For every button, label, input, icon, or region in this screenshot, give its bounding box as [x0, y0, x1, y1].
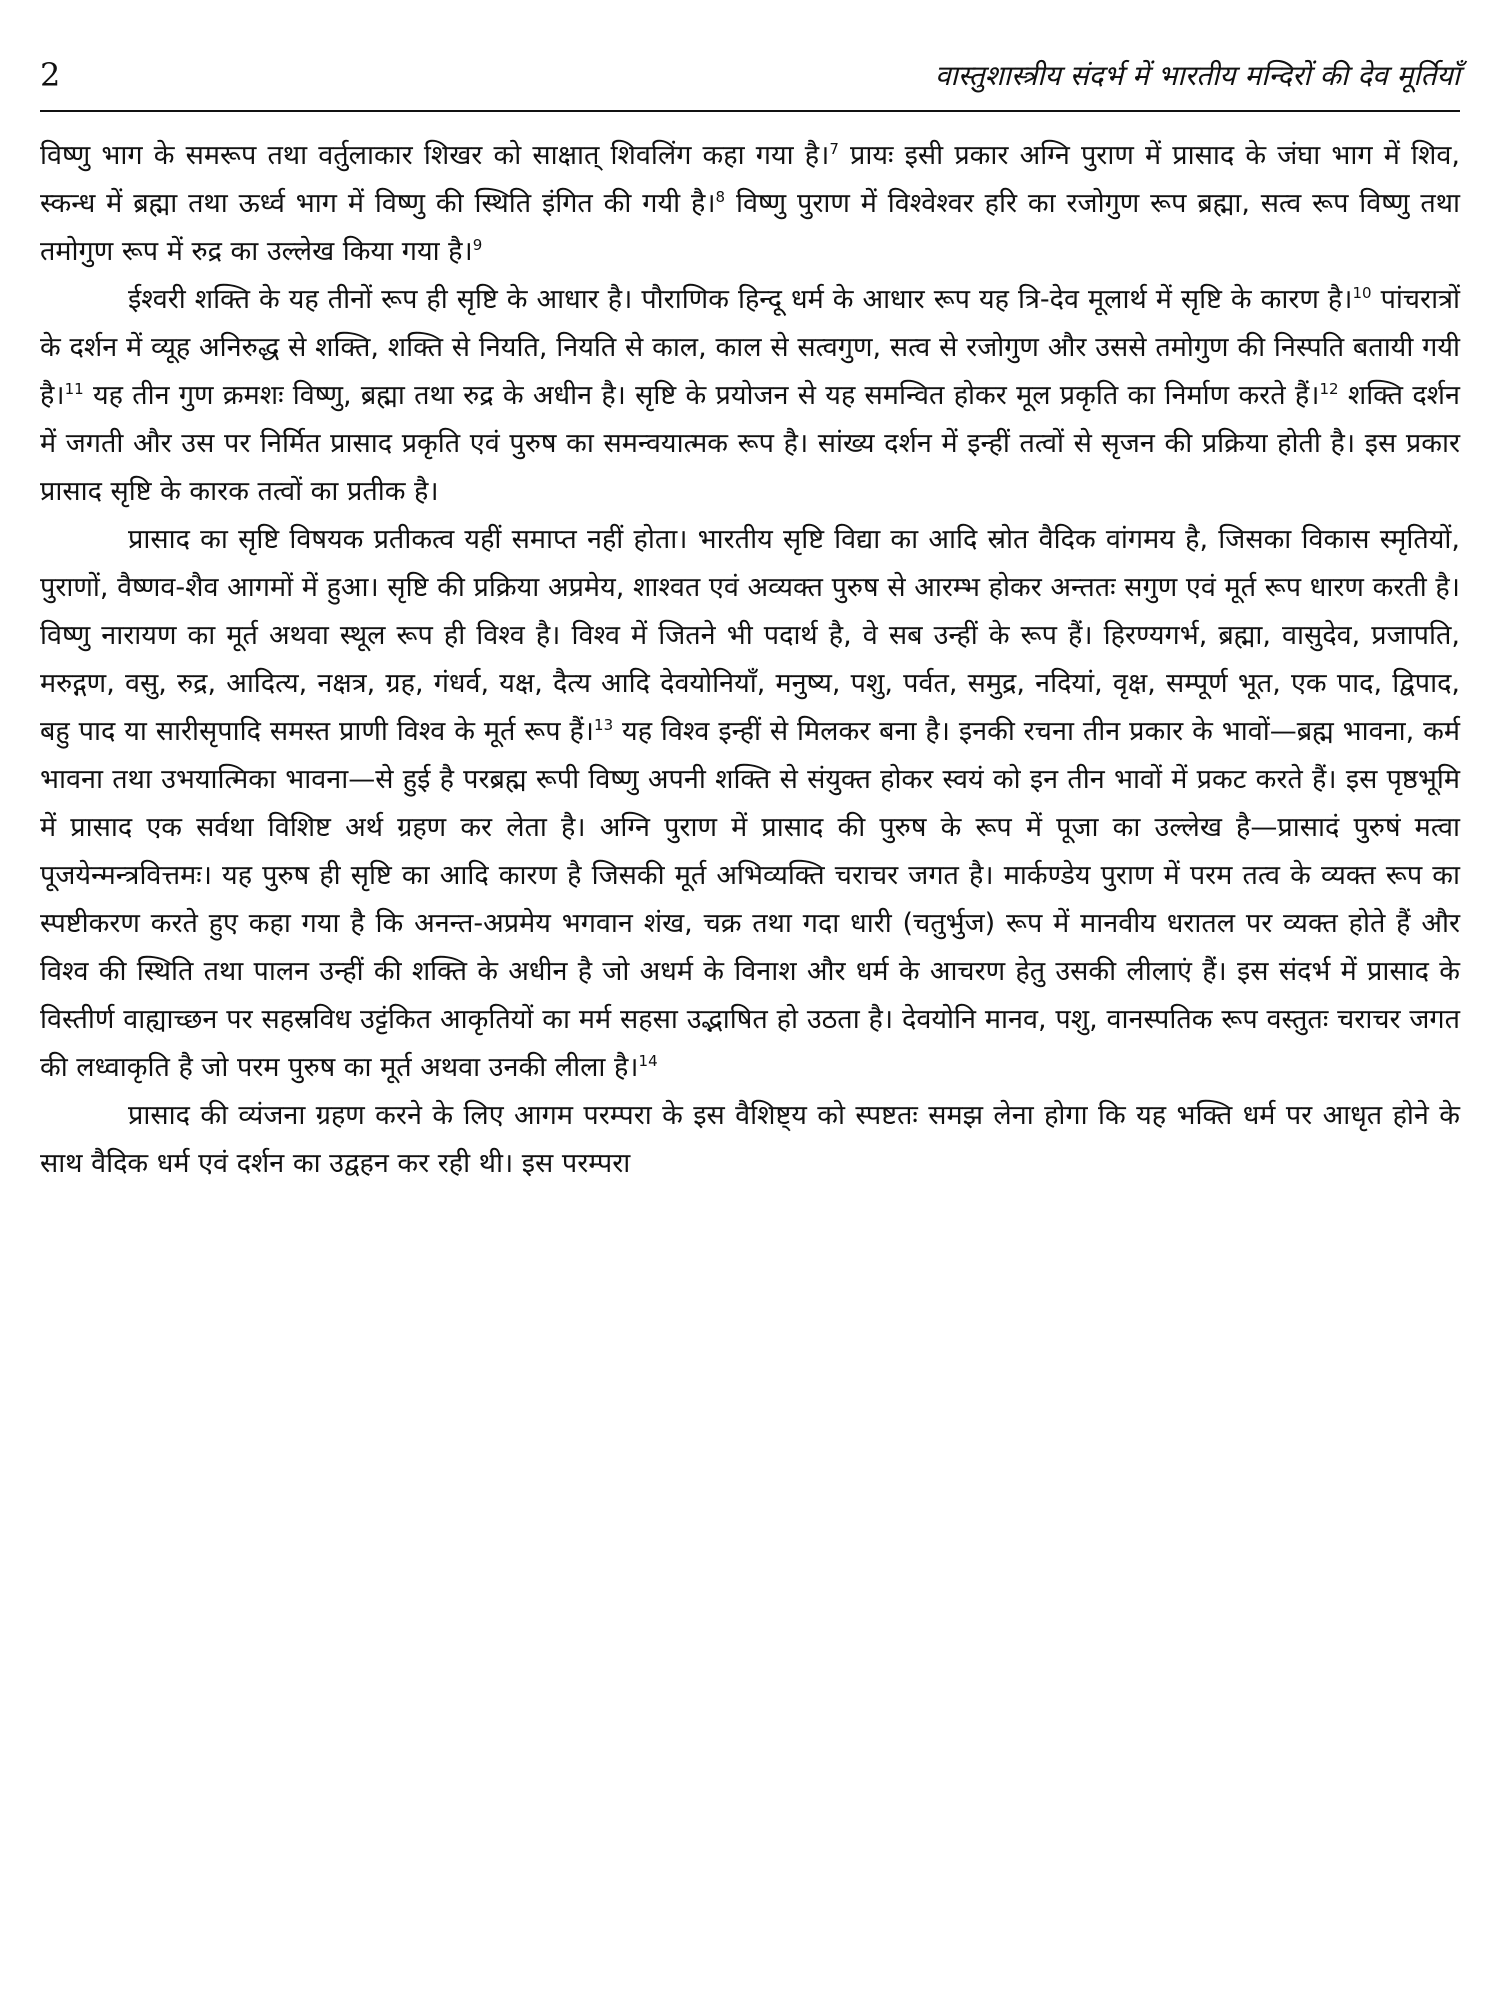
paragraph-text: प्रायः इसी प्रकार अग्नि पुराण में प्रासाद के जंघा भाग में शिव, स्कन्ध में ब्रह्मा तथा ऊर्ध्व भाग में विष्णु की स्थिति इंगित की गयी है।: [40, 140, 1460, 219]
footnote-marker: 7: [829, 140, 839, 158]
paragraph-text: प्रासाद का सृष्टि विषयक प्रतीकत्व यहीं समाप्त नहीं होता। भारतीय सृष्टि विद्या का आदि स्रोत वैदिक वांगमय है, जिसका विकास स्मृतियों, पुराणों, वैष्णव-शैव आगमों में हुआ। सृष्टि की प्रक्रिया अप्रमेय, शाश्वत एवं अव्यक्त पुरुष से आरम्भ होकर अन्ततः सगुण एवं मूर्त रूप धारण करती है। विष्णु नारायण का मूर्त अथवा स्थूल रूप ही विश्व है। विश्व में जितने भी पदार्थ है, वे सब उन्हीं के रूप हैं। हिरण्यगर्भ, ब्रह्मा, वासुदेव, प्रजापति, मरुद्गण, वसु, रुद्र, आदित्य, नक्षत्र, ग्रह, गंधर्व, यक्ष, दैत्य आदि देवयोनियाँ, मनुष्य, पशु, पर्वत, समुद्र, नदियां, वृक्ष, सम्पूर्ण भूत, एक पाद, द्विपाद, बहु पाद या सारीसृपादि समस्त प्राणी विश्व के मूर्त रूप हैं।: [40, 524, 1460, 747]
footnote-marker: 11: [64, 380, 84, 398]
paragraph-text: शक्ति दर्शन में जगती और उस पर निर्मित प्रासाद प्रकृति एवं पुरुष का समन्वयात्मक रूप है। सांख्य दर्शन में इन्हीं तत्वों से सृजन की प्रक्रिया होती है। इस प्रकार प्रासाद सृष्टि के कारक तत्वों का प्रतीक है।: [40, 380, 1460, 507]
running-title: वास्तुशास्त्रीय संदर्भ में भारतीय मन्दिरों की देव मूर्तियाँ: [934, 59, 1460, 92]
paragraph-text: विष्णु भाग के समरूप तथा वर्तुलाकार शिखर को साक्षात् शिवलिंग कहा गया है।: [40, 140, 830, 171]
footnote-marker: 12: [1319, 380, 1339, 398]
paragraph: [40, 1092, 1460, 1188]
footnote-marker: 14: [638, 1052, 658, 1070]
paragraph-text: यह तीन गुण क्रमशः विष्णु, ब्रह्मा तथा रुद्र के अधीन है। सृष्टि के प्रयोजन से यह समन्वित होकर मूल प्रकृति का निर्माण करते हैं।: [83, 380, 1320, 411]
footnote-marker: 9: [472, 236, 483, 254]
footnote-marker: 10: [1352, 284, 1372, 302]
book-page: [40, 50, 1460, 1970]
paragraph: [40, 276, 1460, 516]
paragraph: [40, 516, 1460, 1092]
running-header: [40, 50, 1460, 112]
footnote-marker: 8: [715, 188, 726, 206]
paragraph-text: यह विश्व इन्हीं से मिलकर बना है। इनकी रचना तीन प्रकार के भावों—ब्रह्म भावना, कर्म भावना तथा उभयात्मिका भावना—से हुई है परब्रह्म रूपी विष्णु अपनी शक्ति से संयुक्त होकर स्वयं को इन तीन भावों में प्रकट करते हैं। इस पृष्ठभूमि में प्रासाद एक सर्वथा विशिष्ट अर्थ ग्रहण कर लेता है। अग्नि पुराण में प्रासाद की पुरुष के रूप में पूजा का उल्लेख है—प्रासादं पुरुषं मत्वा पूजयेन्मन्त्रवित्तमः। यह पुरुष ही सृष्टि का आदि कारण है जिसकी मूर्त अभिव्यक्ति चराचर जगत है। मार्कण्डेय पुराण में परम तत्व के व्यक्त रूप का स्पष्टीकरण करते हुए कहा गया है कि अनन्त-अप्रमेय भगवान शंख, चक्र तथा गदा धारी (चतुर्भुज) रूप में मानवीय धरातल पर व्यक्त होते हैं और विश्व की स्थिति तथा पालन उन्हीं की शक्ति के अधीन है जो अधर्म के विनाश और धर्म के आचरण हेतु उसकी लीलाएं हैं। इस संदर्भ में प्रासाद के विस्तीर्ण वाह्याच्छन पर सहस्रविध उट्टंकित आकृतियों का मर्म सहसा उद्भाषित हो उठता है। देवयोनि मानव, पशु, वानस्पतिक रूप वस्तुतः चराचर जगत की लध्वाकृति है जो परम पुरुष का मूर्त अथवा उनकी लीला है।: [40, 716, 1461, 1083]
paragraph: [40, 132, 1460, 276]
page-number: 2: [40, 56, 61, 94]
body-text: [40, 132, 1460, 1188]
paragraph-text: पांचरात्रों के दर्शन में व्यूह अनिरुद्ध से शक्ति, शक्ति से नियति, नियति से काल, काल से सत्वगुण, सत्व से रजोगुण और उससे तमोगुण की निस्पति बतायी गयी है।: [40, 284, 1460, 411]
footnote-marker: 13: [594, 716, 614, 734]
paragraph-text: विष्णु पुराण में विश्वेश्वर हरि का रजोगुण रूप ब्रह्मा, सत्व रूप विष्णु तथा तमोगुण रूप में रुद्र का उल्लेख किया गया है।: [40, 188, 1460, 267]
paragraph-text: प्रासाद की व्यंजना ग्रहण करने के लिए आगम परम्परा के इस वैशिष्ट्य को स्पष्टतः समझ लेना होगा कि यह भक्ति धर्म पर आधृत होने के साथ वैदिक धर्म एवं दर्शन का उद्वहन कर रही थी। इस परम्परा: [40, 1100, 1460, 1179]
paragraph-text: ईश्वरी शक्ति के यह तीनों रूप ही सृष्टि के आधार है। पौराणिक हिन्दू धर्म के आधार रूप यह त्रि-देव मूलार्थ में सृष्टि के कारण है।: [128, 284, 1353, 315]
